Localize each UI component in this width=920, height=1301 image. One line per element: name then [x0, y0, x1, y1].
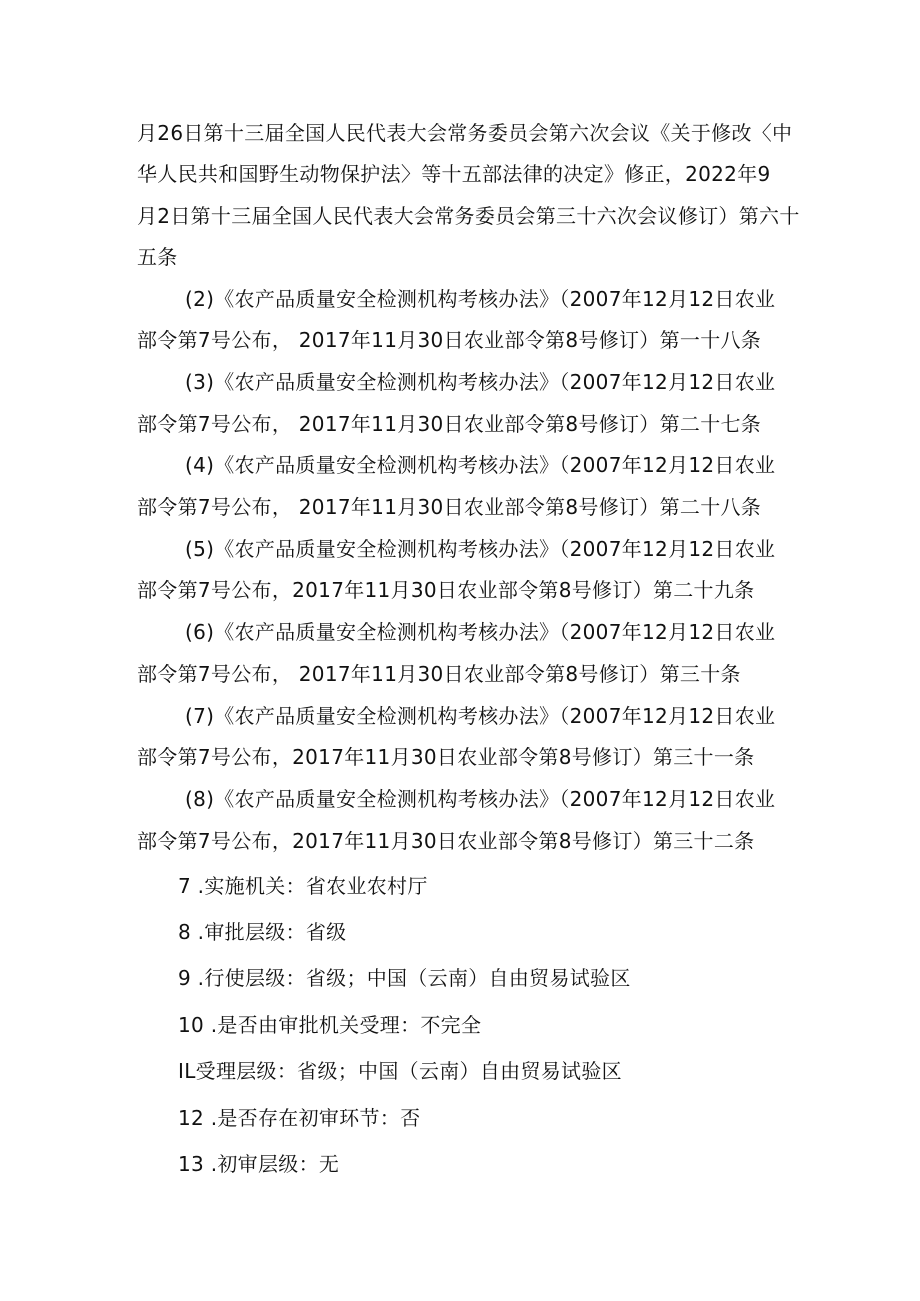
intro-line-3: 月2日第十三届全国人民代表大会常务委员会第三十六次会议修订）第六十 — [137, 204, 800, 228]
intro-line-1: 月26日第十三届全国人民代表大会常务委员会第六次会议《关于修改〈中 — [137, 121, 793, 145]
intro-line-2: 华人民共和国野生动物保护法〉等十五部法律的决定》修正，2022年9 — [137, 162, 771, 186]
item-11: IL受理层级：省级；中国（云南）自由贸易试验区 — [178, 1059, 622, 1083]
item-13: 13 .初审层级：无 — [178, 1152, 340, 1176]
item-7: 7 .实施机关：省农业农村厅 — [178, 874, 428, 898]
reference-4-line-1: (4)《农产品质量安全检测机构考核办法》（2007年12月12日农业 — [185, 453, 776, 477]
reference-3-line-2: 部令第7号公布， 2017年11月30日农业部令第8号修订）第二十七条 — [137, 412, 762, 436]
item-8: 8 .审批层级：省级 — [178, 920, 347, 944]
reference-7-line-1: (7)《农产品质量安全检测机构考核办法》（2007年12月12日农业 — [185, 704, 776, 728]
reference-3-line-1: (3)《农产品质量安全检测机构考核办法》（2007年12月12日农业 — [185, 370, 776, 394]
item-9: 9 .行使层级：省级；中国（云南）自由贸易试验区 — [178, 966, 631, 990]
reference-7-line-2: 部令第7号公布，2017年11月30日农业部令第8号修订）第三十一条 — [137, 745, 755, 769]
intro-line-4: 五条 — [137, 245, 178, 269]
reference-2-line-1: (2)《农产品质量安全检测机构考核办法》（2007年12月12日农业 — [185, 287, 776, 311]
reference-5-line-2: 部令第7号公布，2017年11月30日农业部令第8号修订）第二十九条 — [137, 578, 755, 602]
reference-8-line-1: (8)《农产品质量安全检测机构考核办法》（2007年12月12日农业 — [185, 787, 776, 811]
reference-4-line-2: 部令第7号公布， 2017年11月30日农业部令第8号修订）第二十八条 — [137, 495, 762, 519]
reference-6-line-2: 部令第7号公布， 2017年11月30日农业部令第8号修订）第三十条 — [137, 662, 741, 686]
item-12: 12 .是否存在初审环节：否 — [178, 1106, 421, 1130]
reference-6-line-1: (6)《农产品质量安全检测机构考核办法》（2007年12月12日农业 — [185, 620, 776, 644]
item-10: 10 .是否由审批机关受理：不完全 — [178, 1013, 482, 1037]
reference-5-line-1: (5)《农产品质量安全检测机构考核办法》（2007年12月12日农业 — [185, 537, 776, 561]
reference-8-line-2: 部令第7号公布，2017年11月30日农业部令第8号修订）第三十二条 — [137, 829, 755, 853]
reference-2-line-2: 部令第7号公布， 2017年11月30日农业部令第8号修订）第一十八条 — [137, 328, 762, 352]
